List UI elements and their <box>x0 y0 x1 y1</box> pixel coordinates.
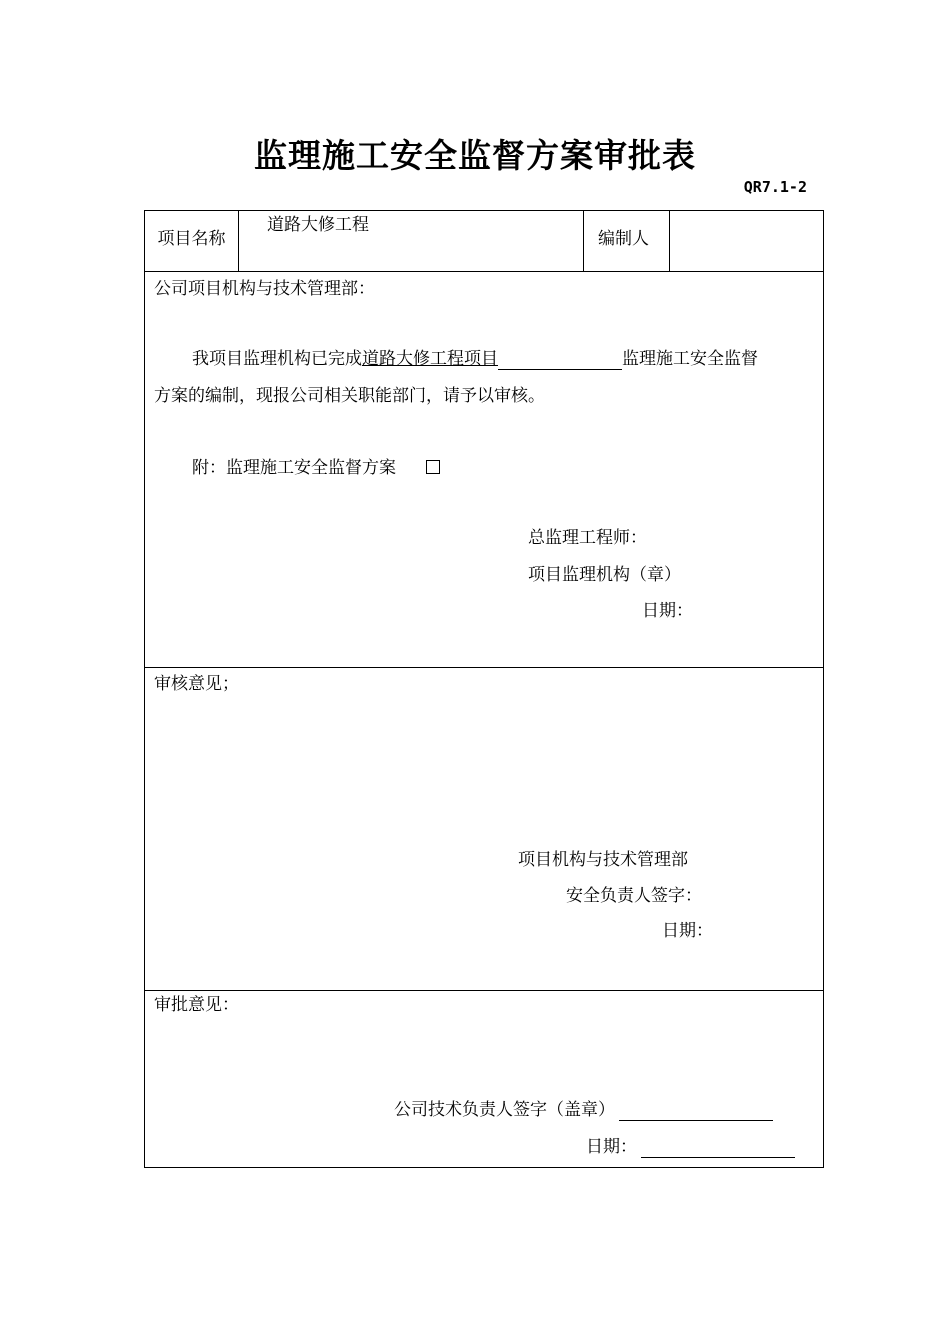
body-prefix: 我项目监理机构已完成 <box>192 349 362 369</box>
chief-engineer-text: 总监理工程师： <box>528 528 647 548</box>
attachment-line <box>192 457 440 479</box>
project-name-field[interactable]: 道路大修工程 <box>239 211 584 271</box>
tech-signature-blank[interactable] <box>619 1120 773 1121</box>
body-project-name[interactable]: 道路大修工程项目 <box>362 349 498 369</box>
body-suffix: 监理施工安全监督 <box>622 349 758 369</box>
approval-label: 审批意见： <box>154 995 239 1015</box>
submission-body-line1 <box>192 348 758 370</box>
header-row <box>145 211 823 272</box>
attachment-checkbox[interactable] <box>426 460 440 474</box>
compiler-label: 编制人 <box>584 211 670 271</box>
addressee-text: 公司项目机构与技术管理部： <box>154 279 375 299</box>
submission-section <box>145 272 823 668</box>
review-date-text: 日期： <box>662 921 713 941</box>
approval-date-text: 日期： <box>586 1137 637 1157</box>
form-code: QR7.1-2 <box>743 178 807 196</box>
body-blank-line[interactable] <box>498 369 622 370</box>
submission-body-line2: 方案的编制，现报公司相关职能部门，请予以审核。 <box>154 386 545 406</box>
compiler-field[interactable] <box>670 211 823 271</box>
approval-section <box>145 991 823 1167</box>
approval-form-table <box>144 210 824 1168</box>
review-section <box>145 668 823 991</box>
tech-signature-line <box>394 1099 773 1121</box>
tech-signature-text: 公司技术负责人签字（盖章） <box>394 1100 615 1120</box>
approval-date-blank[interactable] <box>641 1157 795 1158</box>
review-department-text: 项目机构与技术管理部 <box>518 850 688 870</box>
review-label: 审核意见； <box>154 674 239 694</box>
project-name-label: 项目名称 <box>145 211 239 271</box>
submission-date-text: 日期： <box>642 601 693 621</box>
attachment-text: 附：监理施工安全监督方案 <box>192 458 396 478</box>
page-title: 监理施工安全监督方案审批表 <box>254 136 696 175</box>
supervision-org-text: 项目监理机构（章） <box>528 565 681 585</box>
approval-date-line <box>586 1136 795 1158</box>
safety-signature-text: 安全负责人签字： <box>566 886 702 906</box>
